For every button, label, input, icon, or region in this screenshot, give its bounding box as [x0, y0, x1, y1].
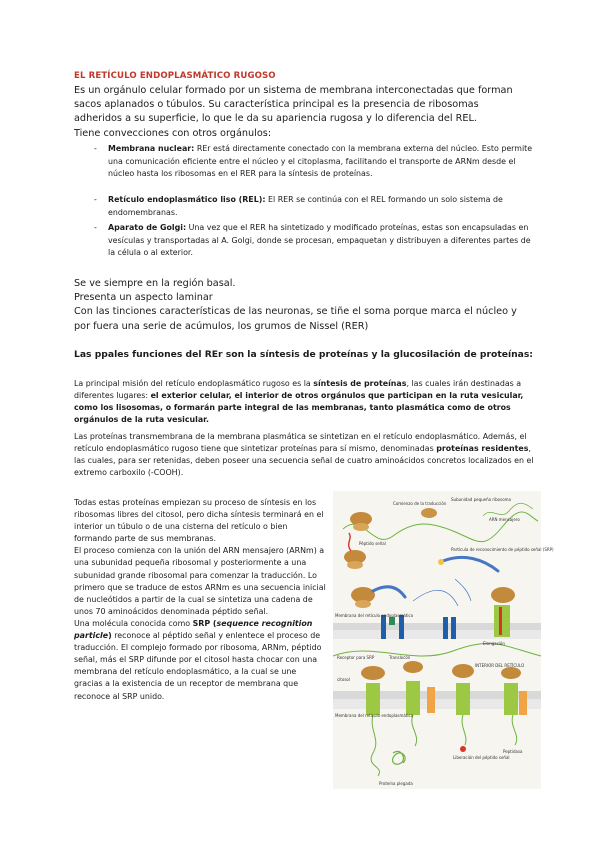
ribosome-small-subunit: [421, 508, 437, 518]
text-run: Las proteínas transmembrana de la membrana plasmática se sintetizan en el retículo endoplasmático. Además, el retículo endoplasmático rugoso tiene que sintetizar proteínas para sí mismo, denominadas: [74, 432, 527, 453]
intro-line: Tiene convecciones con otros orgánulos:: [74, 127, 272, 139]
basal-line: Presenta un aspecto laminar: [74, 292, 213, 304]
label-proteina-plegada: Proteína plegada: [379, 781, 413, 786]
label-particula: Partícula de reconocimiento de péptido señal (SRP): [451, 547, 554, 552]
translocon-channel: [504, 683, 518, 715]
bullet-term: Retículo endoplasmático liso (REL):: [108, 195, 266, 204]
basal-line: Con las tinciones características de las neuronas, se tiñe el soma porque marca el núcleo y: [74, 306, 517, 318]
label-citosol: citosol: [337, 677, 350, 682]
text-run-bold: proteínas residentes: [436, 443, 529, 453]
transmembrane-paragraph: [74, 431, 536, 479]
synthesis-paragraph: El proceso comienza con la unión del ARN mensajero (ARNm) a una subunidad pequeña ribosomal y posteriormente a una subunidad grande ribosomal para comenzar la traducción. Lo primero que se traduce de estos ARNm es una secuencia inicial de nucleótidos a partir de la cual se sintetiza una cadena de unos 70 aminoácidos denominada péptido señal.: [74, 546, 326, 616]
ribosome-small: [353, 523, 369, 531]
label-arnm: ARN mensajero: [489, 517, 520, 522]
label-peptidasa: Peptidasa: [503, 749, 523, 754]
figure-drawing: [333, 491, 554, 789]
label-elongacion: Elongación: [483, 641, 505, 646]
text-run-bold-italic: sequence recognition particle: [74, 618, 313, 641]
text-run: , las cuales irán destinadas a diferentes lugares:: [74, 379, 522, 400]
intro-line: Es un orgánulo celular formado por un sistema de membrana interconectadas que forman: [74, 85, 513, 96]
label-subunidad: Subunidad pequeña ribosoma: [451, 497, 512, 502]
ribosome-large: [491, 587, 515, 603]
label-receptor: Receptor para SRP: [337, 655, 375, 660]
translocon: [451, 617, 456, 639]
translocon: [399, 615, 404, 639]
label-liberacion: Liberación del péptido señal: [453, 755, 510, 760]
intro-paragraph: [74, 84, 534, 141]
label-membrana-bottom: Membrana del retículo endoplasmático: [335, 713, 414, 718]
translocon-channel: [366, 683, 380, 715]
synthesis-column: [74, 497, 326, 703]
bullet-golgi: [94, 222, 534, 260]
label-interior-reticulo: INTERIOR DEL RETÍCULO: [475, 663, 525, 668]
intro-line: sacos aplanados o túbulos. Su característica principal es la presencia de ribosomas: [74, 99, 479, 111]
label-translocon: Translocón: [389, 655, 411, 660]
translocon-core: [389, 617, 395, 625]
label-comienzo: Comienzo de la traducción: [393, 501, 447, 506]
released-signal-peptide: [460, 746, 466, 752]
text-run: La principal misión del retículo endoplasmático rugoso es la: [74, 379, 314, 388]
translocon-channel: [456, 683, 470, 715]
bullet-dash: -: [94, 144, 97, 153]
ribosome-large: [361, 666, 385, 680]
text-run: Una molécula conocida como: [74, 618, 193, 628]
srp-head: [438, 559, 444, 565]
peptidase: [519, 691, 527, 715]
text-run-bold: el exterior celular, el interior de otros orgánulos que participan en la ruta vesicular, como los lisosomas, o formarán parte integral de las membranas, tanto plasmática como de otros orgánulos de la ruta vesicular.: [74, 390, 524, 424]
bullet-membrana-nuclear: [94, 143, 534, 181]
bullet-text: REr está directamente conectado con la membrana externa del núcleo. Esto permite una comunicación eficiente entre el núcleo y el citoplasma, facilitando el transporte de ARNm desde el núcleo hasta los ribosomas en el RER para la síntesis de proteínas.: [108, 144, 533, 179]
section-title: EL RETÍCULO ENDOPLASMÁTICO RUGOSO: [74, 71, 276, 81]
bullet-text: El RER se continúa con el REL formando un solo sistema de endomembranas.: [108, 195, 503, 217]
srp-translation-figure: [333, 491, 554, 789]
text-run-bold: síntesis de proteínas: [313, 379, 407, 388]
ribosome-small: [355, 600, 371, 608]
ribosome-large: [501, 667, 521, 679]
bullet-term: Aparato de Golgi:: [108, 223, 187, 232]
bullet-dash: -: [94, 223, 97, 232]
text-run-bold: SRP (: [192, 618, 217, 628]
text-run: , las cuales, para ser retenidas, deben poseer una secuencia señal de cuatro aminoácidos concretos localizados en el extremo carboxilo (-COOH).: [74, 443, 534, 477]
bullet-text: Una vez que el RER ha sintetizado y modificado proteínas, estas son encapsuladas en vesículas y transportadas al A. Golgi, donde se procesan, empaquetan y distribuyen a diferentes partes de la célula o al exterior.: [108, 223, 531, 258]
main-mission-paragraph: [74, 378, 536, 426]
srp-receptor: [381, 615, 386, 639]
ribosome-large: [452, 664, 474, 678]
translocon: [443, 617, 448, 639]
functions-heading: Las ppales funciones del REr son la síntesis de proteínas y la glucosilación de proteínas:: [74, 349, 533, 360]
text-run: reconoce al péptido señal y enlentece el proceso de traducción. El complejo formado por ribosoma, ARNm, péptido señal, más el SRP difunde por el citosol hasta chocar con una membrana del retículo endoplasmático, a la cual se une gracias a la existencia de un receptor de membrana que reconoce al SRP unido.: [74, 631, 322, 701]
bullet-rel: [94, 194, 534, 219]
ribosome-large: [403, 661, 423, 673]
text-run-bold: ): [108, 631, 112, 641]
nascent-peptide: [499, 607, 502, 635]
intro-line: adheridos a su superficie, lo que le da su apariencia rugosa y lo diferencia del REL.: [74, 113, 477, 125]
srp-paragraph: [74, 618, 326, 703]
synthesis-paragraph: Todas estas proteínas empiezan su proceso de síntesis en los ribosomas libres del citosol, pero dicha síntesis terminará en el interior un túbulo o de una cisterna del retículo o bien formando parte de sus membranas.: [74, 498, 324, 544]
label-peptido-senal: Péptido señal: [359, 541, 386, 546]
basal-paragraph: [74, 277, 534, 334]
basal-line: Se ve siempre en la región basal.: [74, 278, 236, 289]
ribosome-small: [347, 561, 363, 569]
label-membrana-top: Membrana del retículo endoplasmático: [335, 613, 414, 618]
peptidase: [427, 687, 435, 713]
bullet-term: Membrana nuclear:: [108, 144, 195, 153]
bullet-dash: -: [94, 195, 97, 204]
translocon-channel: [406, 681, 420, 715]
basal-line: por fuera una serie de acúmulos, los grumos de Nissel (RER): [74, 320, 369, 332]
